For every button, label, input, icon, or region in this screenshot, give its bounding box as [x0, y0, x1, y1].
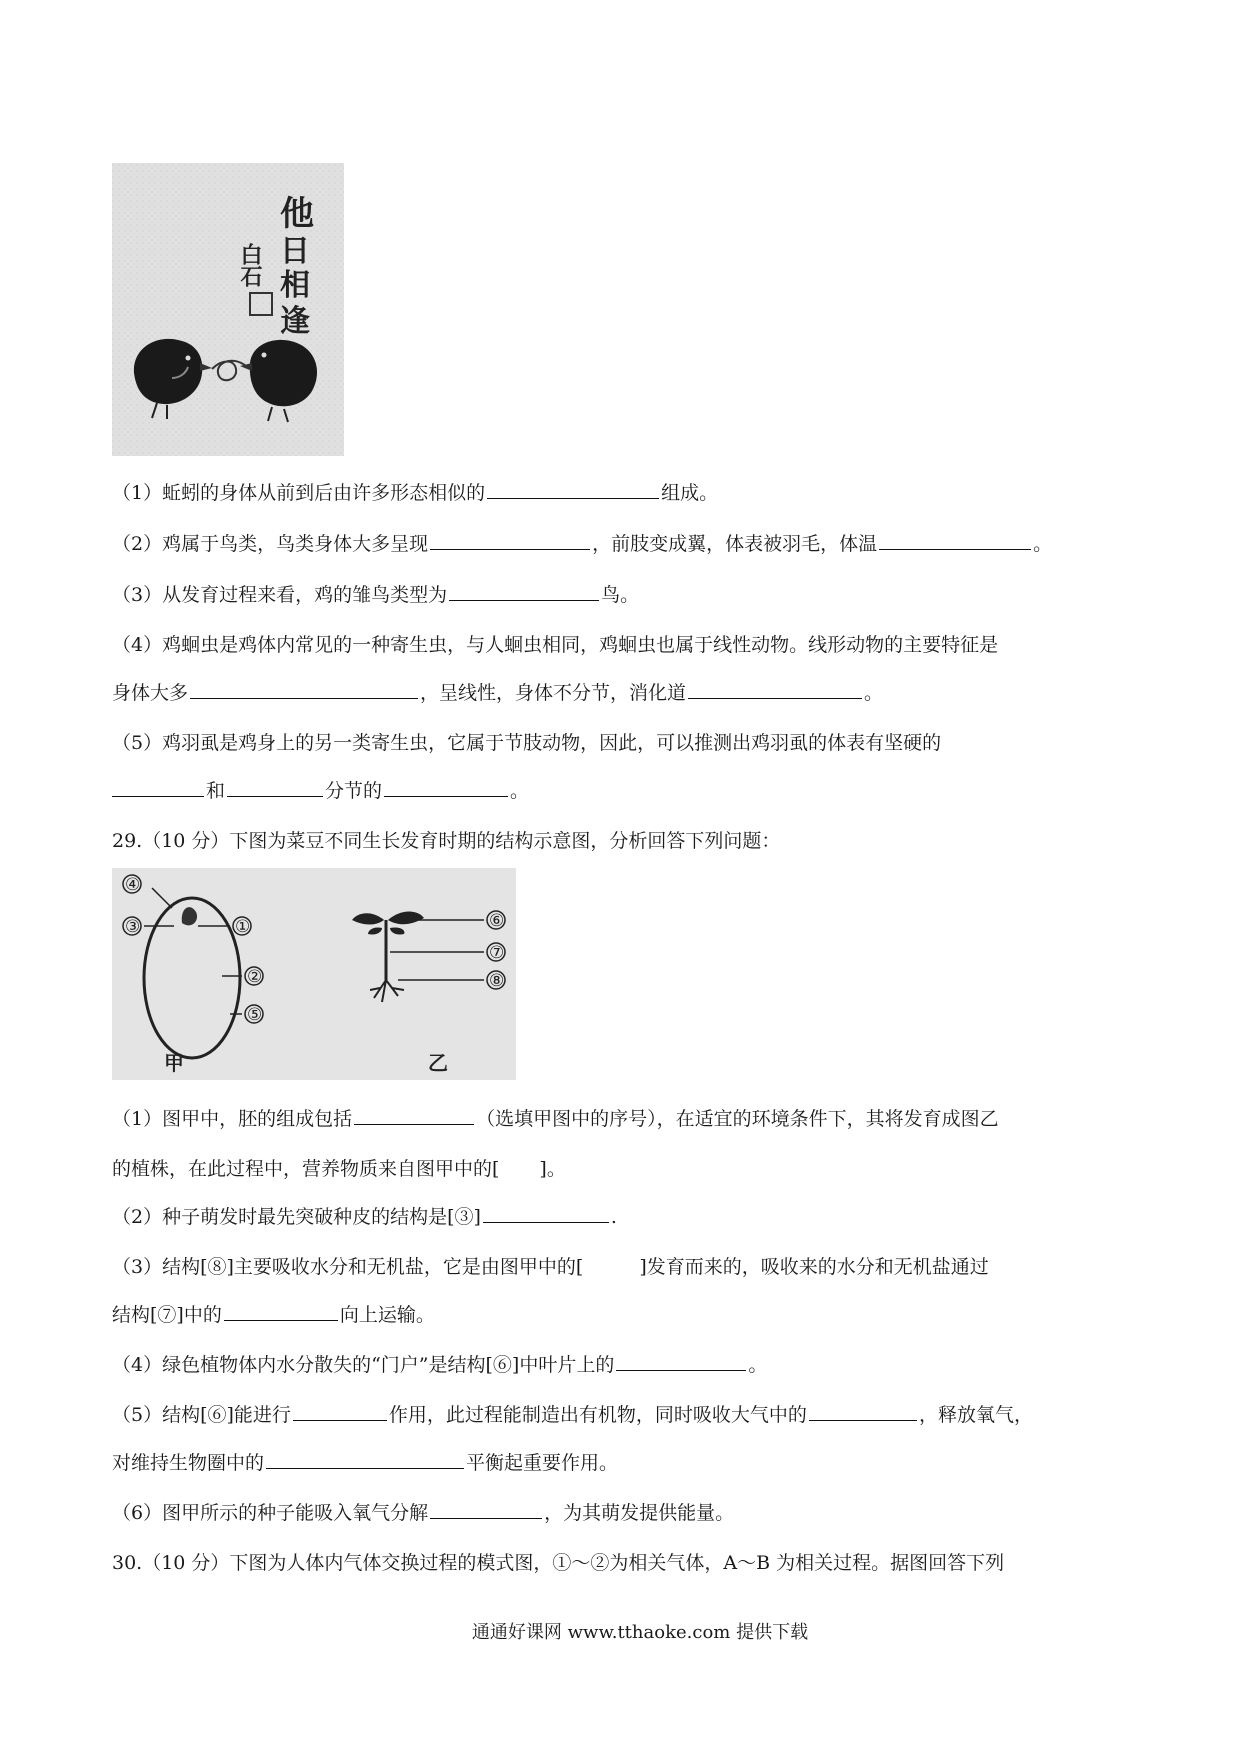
- answer-blank-body-shape[interactable]: [430, 531, 590, 550]
- marker-6: ⑥: [489, 911, 505, 931]
- q29-part3-cont: 结构[⑦]中的: [112, 1304, 222, 1326]
- q29-part6-text: （6）图甲所示的种子能吸入氧气分解: [112, 1502, 429, 1524]
- q29-part5-mid: 作用，此过程能制造出有机物，同时吸收大气中的: [388, 1404, 807, 1426]
- q28-part5-line1: [112, 730, 1132, 756]
- q30-title-text: 30.（10 分）下图为人体内气体交换过程的模式图，①～②为相关气体，A～B 为相关过程。据图回答下列: [112, 1552, 1005, 1574]
- q28-part5-tail: 。: [510, 780, 530, 802]
- answer-blank-body-temperature[interactable]: [879, 531, 1031, 550]
- q28-part5-line2: [112, 778, 1132, 804]
- marker-8: ⑧: [489, 971, 505, 991]
- q28-part4-tail: 。: [864, 682, 884, 704]
- q29-part1-line1: [112, 1106, 1132, 1132]
- q28-part4-line1: [112, 632, 1132, 658]
- answer-blank-chick-type[interactable]: [449, 582, 599, 601]
- q28-part1: [112, 480, 1132, 506]
- marker-5: ⑤: [247, 1005, 263, 1025]
- q29-part2: [112, 1204, 1132, 1230]
- q29-part4: [112, 1352, 1132, 1378]
- answer-blank-digestive-tract[interactable]: [688, 680, 862, 699]
- q29-part1-cont: 的植株，在此过程中，营养物质来自图甲中的[: [112, 1158, 500, 1180]
- q28-part1-text: （1）蚯蚓的身体从前到后由许多形态相似的: [112, 482, 486, 504]
- page-footer: 通通好课网 www.tthaoke.com 提供下载: [471, 1622, 809, 1643]
- q28-part2-tail: 。: [1033, 533, 1053, 555]
- q29-part3-line1: [112, 1254, 1132, 1280]
- q29-part3-line2: [112, 1302, 1132, 1328]
- q29-part3-text: （3）结构[⑧]主要吸收水分和无机盐，它是由图甲中的[: [112, 1256, 584, 1278]
- embryo-shape: [182, 907, 197, 925]
- answer-blank-photosynthesis[interactable]: [293, 1402, 387, 1421]
- q28-part4-cont: 身体大多: [112, 682, 189, 704]
- answer-blank-segments[interactable]: [487, 480, 659, 499]
- q29-part5-text: （5）结构[⑥]能进行: [112, 1404, 291, 1426]
- q29-part5-cont: 对维持生物圈中的: [112, 1452, 265, 1474]
- q29-part1-tail: ]。: [539, 1158, 566, 1180]
- answer-blank-stomata[interactable]: [616, 1352, 746, 1371]
- chicks-painting-graphic: [112, 163, 344, 456]
- marker-7: ⑦: [489, 943, 505, 963]
- q29-part1-text: （1）图甲中，胚的组成包括: [112, 1108, 353, 1130]
- label-jia: 甲: [164, 1051, 184, 1075]
- q29-part3-mid: ]发育而来的，吸收来的水分和无机盐通过: [639, 1256, 989, 1278]
- label-yi: 乙: [428, 1051, 448, 1075]
- answer-blank-radicle[interactable]: [483, 1204, 609, 1223]
- marker-4: ④: [125, 875, 141, 895]
- q29-part1-line2: [112, 1156, 1132, 1182]
- q29-title: [112, 828, 1132, 854]
- calligraphy-char-3: 相: [280, 268, 310, 303]
- q28-part3-tail: 鸟。: [601, 584, 640, 606]
- marker-1: ①: [235, 917, 251, 937]
- marker-2: ②: [247, 967, 263, 987]
- answer-blank-exoskeleton[interactable]: [112, 778, 204, 797]
- calligraphy-char-2: 日: [280, 234, 310, 269]
- q29-part5-line2: [112, 1450, 1132, 1476]
- q28-part5-mid: 分节的: [325, 780, 383, 802]
- answer-blank-body[interactable]: [227, 778, 323, 797]
- q28-part2: [112, 531, 1132, 557]
- q29-part6: [112, 1500, 1132, 1526]
- q28-part1-tail: 组成。: [661, 482, 719, 504]
- marker-3: ③: [125, 917, 141, 937]
- calligraphy-char-4: 逢: [280, 304, 310, 339]
- q29-title-text: 29.（10 分）下图为菜豆不同生长发育时期的结构示意图，分析回答下列问题：: [112, 830, 781, 852]
- answer-blank-appendages[interactable]: [384, 778, 508, 797]
- q30-title: [112, 1550, 1132, 1576]
- answer-blank-vessel[interactable]: [224, 1302, 338, 1321]
- calligraphy-char-1: 他: [280, 194, 314, 234]
- bean-diagram-graphic: [112, 868, 516, 1080]
- q28-part3: [112, 582, 1132, 608]
- q29-part2-tail: .: [610, 1206, 617, 1228]
- leader-4: [152, 888, 172, 908]
- q29-part6-tail: ，为其萌发提供能量。: [544, 1502, 735, 1524]
- q29-part1-mid: （选填甲图中的序号），在适宜的环境条件下，其将发育成图乙: [476, 1108, 999, 1130]
- chicks-painting: [112, 163, 344, 456]
- answer-blank-embryo-parts[interactable]: [354, 1106, 474, 1125]
- q29-part2-text: （2）种子萌发时最先突破种皮的结构是[③]: [112, 1206, 481, 1228]
- q28-part2-mid: ，前肢变成翼，体表被羽毛，体温: [592, 533, 878, 555]
- q29-part5-end: 平衡起重要作用。: [466, 1452, 619, 1474]
- answer-blank-carbon-dioxide[interactable]: [809, 1402, 917, 1421]
- answer-blank-organic-matter[interactable]: [430, 1500, 542, 1519]
- q29-part4-text: （4）绿色植物体内水分散失的“门户”是结构[⑥]中叶片上的: [112, 1354, 615, 1376]
- q29-part5-tail: ，释放氧气，: [918, 1404, 1033, 1426]
- q28-part4-line2: [112, 680, 1132, 706]
- q28-part2-text: （2）鸡属于鸟类，鸟类身体大多呈现: [112, 533, 429, 555]
- seedling: [352, 912, 424, 1003]
- q29-part5-line1: [112, 1402, 1132, 1428]
- answer-blank-carbon-oxygen[interactable]: [266, 1450, 464, 1469]
- q28-part4-text: （4）鸡蛔虫是鸡体内常见的一种寄生虫，与人蛔虫相同，鸡蛔虫也属于线性动物。线形动物的主要特征是: [112, 634, 999, 656]
- q28-part5-text: （5）鸡羽虱是鸡身上的另一类寄生虫，它属于节肢动物，因此，可以推测出鸡羽虱的体表有坚硬的: [112, 732, 942, 754]
- q28-part3-text: （3）从发育过程来看，鸡的雏鸟类型为: [112, 584, 448, 606]
- seal-text: 白石: [237, 243, 263, 287]
- bean-diagram: [112, 868, 516, 1080]
- q29-part3-tail: 向上运输。: [339, 1304, 435, 1326]
- q29-part4-tail: 。: [748, 1354, 768, 1376]
- q28-part4-mid: ，呈线性，身体不分节，消化道: [420, 682, 687, 704]
- answer-blank-body-form[interactable]: [190, 680, 418, 699]
- q28-part5-and: 和: [206, 780, 226, 802]
